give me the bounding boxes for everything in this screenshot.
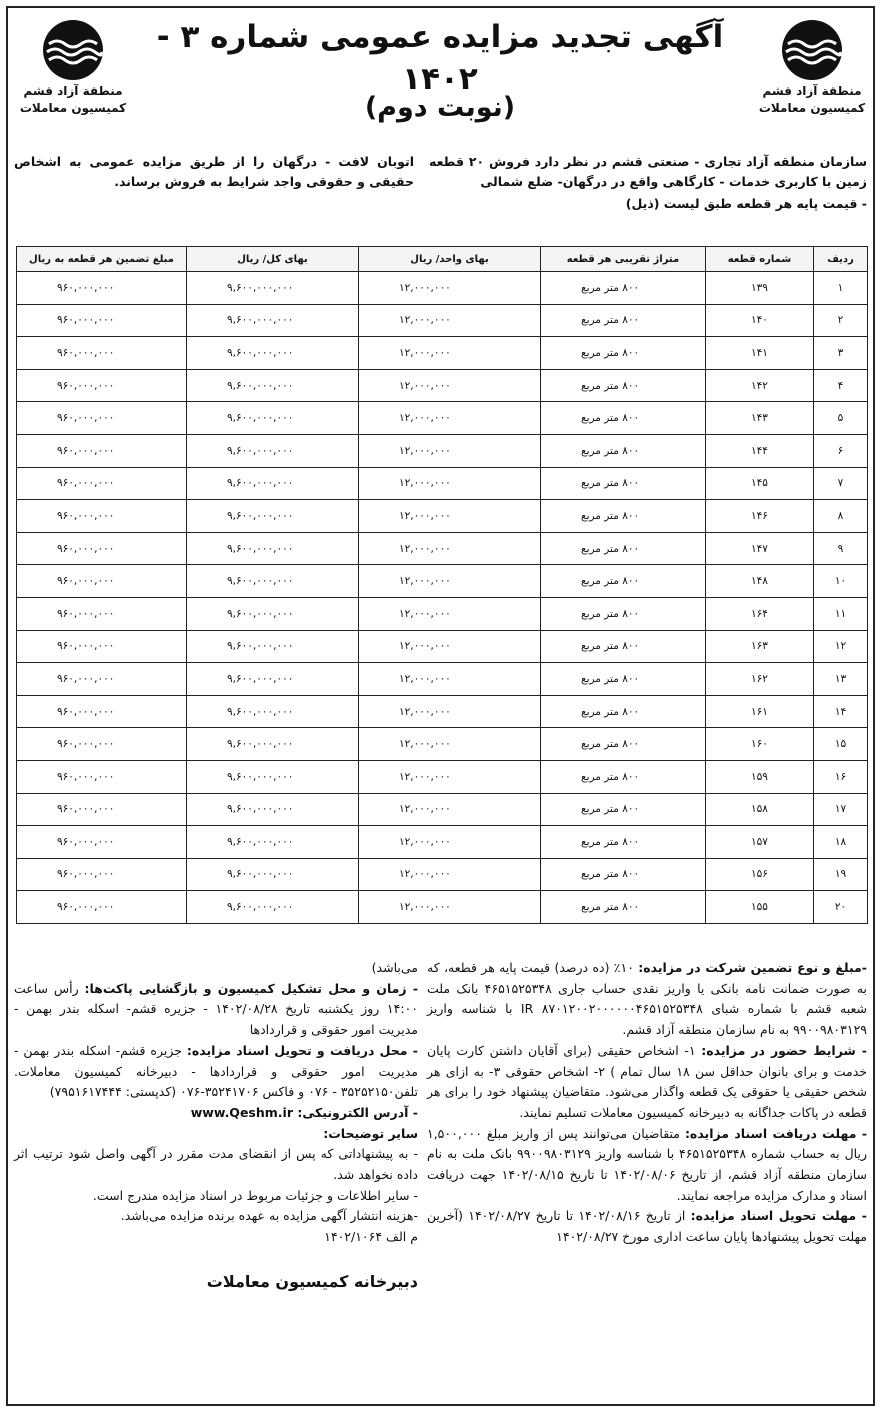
table-row [17, 434, 868, 467]
table-row [17, 532, 868, 565]
logo-name: منطقة آزاد قشم [23, 84, 123, 98]
note-item: - سایر اطلاعات و جزئیات مربوط در اسناد مزایده مندرج است. [92, 1187, 418, 1203]
terms-col-left [14, 958, 418, 1293]
table-cell: ۸۰۰ متر مربع [541, 793, 706, 826]
table-row [17, 630, 868, 663]
qeshm-wave-icon [41, 18, 105, 82]
table-cell: ۱۴۱ [706, 337, 814, 370]
table-cell: ۹۶۰,۰۰۰,۰۰۰ [17, 565, 187, 598]
table-row [17, 597, 868, 630]
table-cell: ۹,۶۰۰,۰۰۰,۰۰۰ [187, 565, 359, 598]
table-cell: ۸ [814, 500, 868, 533]
table-cell: ۸۰۰ متر مربع [541, 337, 706, 370]
column-header: مبلغ تضمین هر قطعه به ریال [17, 247, 187, 272]
table-body [17, 272, 868, 924]
table-cell: ۱۱ [814, 597, 868, 630]
term-label: - زمان و محل تشکیل کمیسیون و بازگشایی پاکت‌ها: [84, 980, 419, 996]
table-cell: ۹,۶۰۰,۰۰۰,۰۰۰ [187, 630, 359, 663]
table-cell: ۱۲,۰۰۰,۰۰۰ [359, 728, 541, 761]
table-cell: ۱۵ [814, 728, 868, 761]
table-cell: ۱۶۳ [706, 630, 814, 663]
table-cell: ۱۲,۰۰۰,۰۰۰ [359, 369, 541, 402]
table-cell: ۱۲,۰۰۰,۰۰۰ [359, 760, 541, 793]
table-cell: ۸۰۰ متر مربع [541, 826, 706, 859]
table-cell: ۱۰ [814, 565, 868, 598]
term-continuation: می‌باشد) [371, 960, 418, 975]
table-cell: ۱۴۵ [706, 467, 814, 500]
table-cell: ۹۶۰,۰۰۰,۰۰۰ [17, 272, 187, 305]
table-cell: ۹۶۰,۰۰۰,۰۰۰ [17, 434, 187, 467]
table-cell: ۱۲,۰۰۰,۰۰۰ [359, 663, 541, 696]
table-cell: ۸۰۰ متر مربع [541, 630, 706, 663]
table-cell: ۹۶۰,۰۰۰,۰۰۰ [17, 891, 187, 924]
intro-section [14, 152, 867, 214]
intro-col-left: اتوبان لافت - درگهان را از طریق مزایده عمومی به اشخاص حقیقی و حقوقی واجد شرایط به فروش برساند. [14, 154, 414, 189]
table-cell: ۹,۶۰۰,۰۰۰,۰۰۰ [187, 793, 359, 826]
table-cell: ۱۲,۰۰۰,۰۰۰ [359, 532, 541, 565]
table-cell: ۱۲,۰۰۰,۰۰۰ [359, 565, 541, 598]
table-cell: ۱۲,۰۰۰,۰۰۰ [359, 500, 541, 533]
table-cell: ۸۰۰ متر مربع [541, 304, 706, 337]
table-cell: ۹۶۰,۰۰۰,۰۰۰ [17, 760, 187, 793]
table-cell: ۹ [814, 532, 868, 565]
table-row [17, 304, 868, 337]
table-cell: ۸۰۰ متر مربع [541, 891, 706, 924]
table-row [17, 467, 868, 500]
table-cell: ۹۶۰,۰۰۰,۰۰۰ [17, 630, 187, 663]
table-header-row [17, 247, 868, 272]
table-cell: ۸۰۰ متر مربع [541, 760, 706, 793]
table-row [17, 663, 868, 696]
table-cell: ۲ [814, 304, 868, 337]
table-cell: ۱۵۵ [706, 891, 814, 924]
logo-name: منطقة آزاد قشم [762, 84, 862, 98]
table-cell: ۱۲,۰۰۰,۰۰۰ [359, 891, 541, 924]
table-cell: ۱۲,۰۰۰,۰۰۰ [359, 597, 541, 630]
page-subtitle: (نوبت دوم) [364, 92, 516, 123]
table-row [17, 402, 868, 435]
column-header: ردیف [814, 247, 868, 272]
table-cell: ۱۴۷ [706, 532, 814, 565]
term-label: - مهلت دریافت اسناد مزایده: [684, 1125, 868, 1141]
table-cell: ۱۲,۰۰۰,۰۰۰ [359, 858, 541, 891]
table-cell: ۹,۶۰۰,۰۰۰,۰۰۰ [187, 532, 359, 565]
table-row [17, 858, 868, 891]
table-cell: ۹,۶۰۰,۰۰۰,۰۰۰ [187, 760, 359, 793]
table-cell: ۸۰۰ متر مربع [541, 369, 706, 402]
table-cell: ۸۰۰ متر مربع [541, 695, 706, 728]
table-cell: ۸۰۰ متر مربع [541, 597, 706, 630]
table-cell: ۱۴۰ [706, 304, 814, 337]
table-cell: ۱۵۹ [706, 760, 814, 793]
website-link[interactable]: www.Qeshm.ir [190, 1104, 298, 1120]
table-cell: ۹۶۰,۰۰۰,۰۰۰ [17, 402, 187, 435]
table-cell: ۸۰۰ متر مربع [541, 728, 706, 761]
table-cell: ۸۰۰ متر مربع [541, 434, 706, 467]
table-cell: ۱۲,۰۰۰,۰۰۰ [359, 826, 541, 859]
table-cell: ۱۲,۰۰۰,۰۰۰ [359, 467, 541, 500]
table-cell: ۱۹ [814, 858, 868, 891]
table-row [17, 695, 868, 728]
table-cell: ۷ [814, 467, 868, 500]
table-cell: ۹۶۰,۰۰۰,۰۰۰ [17, 369, 187, 402]
table-cell: ۱۴۴ [706, 434, 814, 467]
table-cell: ۹,۶۰۰,۰۰۰,۰۰۰ [187, 500, 359, 533]
table-cell: ۹,۶۰۰,۰۰۰,۰۰۰ [187, 597, 359, 630]
table-row [17, 760, 868, 793]
term-text: ۱۰٪ (ده درصد) قیمت پایه هر قطعه، که به صورت ضمانت نامه بانکی یا واریز نقدی حساب جاری ۴۶۵۱۵۲۵۳۴۸ بانک ملت شعبه قشم با شماره شبای IR ۸۷۰۱۲۰۰۲۰۰۰۰۰۰۴۶۵۱۵۲۵۳۴۸ با شناسه واریز ۹۹۰۰۹۸۰۳۱۲۹ به نام سازمان منطقه آزاد قشم. [427, 960, 867, 1038]
table-cell: ۱۲,۰۰۰,۰۰۰ [359, 304, 541, 337]
table-cell: ۱۵۷ [706, 826, 814, 859]
lots-table [16, 246, 868, 924]
org-logo-right [757, 18, 867, 115]
term-website [14, 1103, 418, 1124]
table-cell: ۹,۶۰۰,۰۰۰,۰۰۰ [187, 826, 359, 859]
table-cell: ۸۰۰ متر مربع [541, 858, 706, 891]
column-header: بهای واحد/ ریال [359, 247, 541, 272]
table-cell: ۱۲,۰۰۰,۰۰۰ [359, 272, 541, 305]
table-cell: ۱۶۰ [706, 728, 814, 761]
table-cell: ۹۶۰,۰۰۰,۰۰۰ [17, 663, 187, 696]
note-item: -هزینه انتشار آگهی مزایده به عهده برنده مزایده می‌باشد. [120, 1208, 418, 1224]
table-cell: ۱۲,۰۰۰,۰۰۰ [359, 337, 541, 370]
table-cell: ۳ [814, 337, 868, 370]
table-cell: ۱۴۲ [706, 369, 814, 402]
table-cell: ۱۴۳ [706, 402, 814, 435]
table-cell: ۸۰۰ متر مربع [541, 467, 706, 500]
term-text: رأس ساعت ۱۴:۰۰ روز یکشنبه تاریخ ۱۴۰۲/۰۸/۲۸ - جزیره قشم- اسکله بندر بهمن - مدیریت امور حقوقی و قراردادها [14, 980, 418, 1038]
table-cell: ۱۴۶ [706, 500, 814, 533]
table-cell: ۱۲,۰۰۰,۰۰۰ [359, 695, 541, 728]
table-cell: ۱۶۲ [706, 663, 814, 696]
table-cell: ۱۴ [814, 695, 868, 728]
table-cell: ۹۶۰,۰۰۰,۰۰۰ [17, 695, 187, 728]
signature: دبیرخانه کمیسیون معاملات [206, 1271, 418, 1291]
table-cell: ۱۸ [814, 826, 868, 859]
term-label: -مبلغ و نوع تضمین شرکت در مزایده: [638, 960, 867, 975]
table-cell: ۹,۶۰۰,۰۰۰,۰۰۰ [187, 467, 359, 500]
qeshm-wave-icon [780, 18, 844, 82]
term-label: - آدرس الکترونیکی: [297, 1104, 418, 1120]
table-cell: ۱ [814, 272, 868, 305]
logo-committee: کمیسیون معاملات [758, 101, 866, 115]
table-row [17, 272, 868, 305]
term-location [14, 1041, 418, 1103]
term-opening [14, 979, 418, 1041]
table-cell: ۹۶۰,۰۰۰,۰۰۰ [17, 532, 187, 565]
table-row [17, 826, 868, 859]
table-cell: ۲۰ [814, 891, 868, 924]
table-cell: ۱۲,۰۰۰,۰۰۰ [359, 793, 541, 826]
table-cell: ۱۲,۰۰۰,۰۰۰ [359, 434, 541, 467]
term-label: - شرایط حضور در مزایده: [701, 1042, 867, 1058]
term-text: از تاریخ ۱۴۰۲/۰۸/۱۶ تا تاریخ ۱۴۰۲/۰۸/۲۷ (آخرین مهلت تحویل پیشنهادها پایان ساعت اداری مورخ ۱۴۰۲/۰۸/۲۷ [427, 1208, 867, 1245]
table-cell: ۱۴۸ [706, 565, 814, 598]
table-cell: ۱۲,۰۰۰,۰۰۰ [359, 630, 541, 663]
table-cell: ۹,۶۰۰,۰۰۰,۰۰۰ [187, 337, 359, 370]
column-header: متراژ تقریبی هر قطعه [541, 247, 706, 272]
page-title: آگهی تجدید مزایده عمومی شماره ۳ - ۱۴۰۲ [156, 19, 724, 97]
table-cell: ۸۰۰ متر مربع [541, 532, 706, 565]
table-row [17, 891, 868, 924]
table-cell: ۹,۶۰۰,۰۰۰,۰۰۰ [187, 858, 359, 891]
logo-committee: کمیسیون معاملات [19, 101, 127, 115]
term-label: - محل دریافت و تحویل اسناد مزایده: [186, 1042, 418, 1058]
term-text: ۱- اشخاص حقیقی (برای آقایان داشتن کارت پایان خدمت و برای بانوان حداقل سن ۱۸ سال تمام ) ۲- اشخاص حقوقی ۳- به ازای هر شخص حقیقی یا حقوقی یک قطعه واگذار می‌شود. متقاضیان پیشنهاد خود را برای هر قطعه در پاکات جداگانه به دبیرخانه کمیسیون معاملات تسلیم نمایند. [427, 1042, 868, 1120]
terms-col-right [427, 958, 867, 1248]
table-cell: ۸۰۰ متر مربع [541, 402, 706, 435]
table-cell: ۹۶۰,۰۰۰,۰۰۰ [17, 337, 187, 370]
note-item: - به پیشنهاداتی که پس از انقضای مدت مقرر در آگهی واصل شود ترتیب اثر داده نخواهد شد. [14, 1146, 418, 1183]
table-cell: ۱۷ [814, 793, 868, 826]
notes-list [14, 1144, 418, 1227]
table-cell: ۵ [814, 402, 868, 435]
table-cell: ۹,۶۰۰,۰۰۰,۰۰۰ [187, 402, 359, 435]
table-cell: ۱۲,۰۰۰,۰۰۰ [359, 402, 541, 435]
notes-heading: سایر توضیحات: [323, 1125, 418, 1141]
table-cell: ۴ [814, 369, 868, 402]
table-cell: ۹۶۰,۰۰۰,۰۰۰ [17, 858, 187, 891]
table-cell: ۱۵۸ [706, 793, 814, 826]
table-cell: ۹,۶۰۰,۰۰۰,۰۰۰ [187, 369, 359, 402]
table-cell: ۱۳۹ [706, 272, 814, 305]
table-cell: ۱۲ [814, 630, 868, 663]
table-cell: ۹۶۰,۰۰۰,۰۰۰ [17, 728, 187, 761]
table-cell: ۹۶۰,۰۰۰,۰۰۰ [17, 304, 187, 337]
term-label: - مهلت تحویل اسناد مزایده: [690, 1208, 867, 1224]
term-deposit [427, 958, 867, 1041]
table-cell: ۸۰۰ متر مربع [541, 500, 706, 533]
table-row [17, 728, 868, 761]
intro-price-note: - قیمت پایه هر قطعه طبق لیست (ذیل) [625, 196, 867, 211]
table-cell: ۱۵۶ [706, 858, 814, 891]
table-cell: ۹۶۰,۰۰۰,۰۰۰ [17, 500, 187, 533]
table-cell: ۹,۶۰۰,۰۰۰,۰۰۰ [187, 272, 359, 305]
term-eligibility [427, 1041, 867, 1124]
table-cell: ۱۶ [814, 760, 868, 793]
table-cell: ۹,۶۰۰,۰۰۰,۰۰۰ [187, 304, 359, 337]
table-cell: ۱۶۴ [706, 597, 814, 630]
term-text: متقاضیان می‌توانند پس از واریز مبلغ ۱,۵۰۰,۰۰۰ ریال به حساب شماره ۴۶۵۱۵۲۵۳۴۸ با شناسه واریز ۹۹۰۰۹۸۰۳۱۲۹ بانک ملت به نام سازمان منطقه آزاد قشم، از تاریخ ۱۴۰۲/۰۸/۰۶ تا تاریخ ۱۴۰۲/۰۸/۱۵ جهت دریافت اسناد و مدارک مزایده مراجعه نمایند. [427, 1125, 867, 1203]
table-cell: ۹,۶۰۰,۰۰۰,۰۰۰ [187, 728, 359, 761]
column-header: شماره قطعه [706, 247, 814, 272]
table-cell: ۸۰۰ متر مربع [541, 272, 706, 305]
term-doc-receipt [427, 1124, 867, 1207]
table-cell: ۱۶۱ [706, 695, 814, 728]
table-cell: ۹۶۰,۰۰۰,۰۰۰ [17, 597, 187, 630]
table-cell: ۸۰۰ متر مربع [541, 565, 706, 598]
table-cell: ۶ [814, 434, 868, 467]
table-row [17, 369, 868, 402]
table-cell: ۹۶۰,۰۰۰,۰۰۰ [17, 467, 187, 500]
term-doc-delivery [427, 1206, 867, 1247]
table-cell: ۹,۶۰۰,۰۰۰,۰۰۰ [187, 663, 359, 696]
column-header: بهای کل/ ریال [187, 247, 359, 272]
table-row [17, 337, 868, 370]
intro-text: سازمان منطقه آزاد تجاری - صنعتی قشم در نظر دارد فروش ۲۰ قطعه زمین با کاربری خدمات - کارگاهی واقع در درگهان- ضلع شمالی [429, 154, 868, 189]
table-row [17, 565, 868, 598]
org-logo-left [18, 18, 128, 115]
table-cell: ۹۶۰,۰۰۰,۰۰۰ [17, 826, 187, 859]
table-cell: ۱۳ [814, 663, 868, 696]
table-cell: ۹۶۰,۰۰۰,۰۰۰ [17, 793, 187, 826]
intro-col-right [429, 152, 867, 214]
table-row [17, 793, 868, 826]
table-cell: ۹,۶۰۰,۰۰۰,۰۰۰ [187, 891, 359, 924]
table-row [17, 500, 868, 533]
table-cell: ۸۰۰ متر مربع [541, 663, 706, 696]
table-cell: ۹,۶۰۰,۰۰۰,۰۰۰ [187, 434, 359, 467]
term-text: جزیره قشم- اسکله بندر بهمن - مدیریت امور حقوقی و قراردادها - دبیرخانه کمیسیون معاملات. تلفن۳۵۲۵۲۱۵۰ - ۰۷۶ و فاکس ۳۵۲۴۱۷۰۶-۰۷۶ (کدپستی: ۷۹۵۱۶۱۷۴۴۴) [14, 1042, 418, 1100]
table-cell: ۹,۶۰۰,۰۰۰,۰۰۰ [187, 695, 359, 728]
ad-code: م الف ۱۴۰۲/۱۰۶۴ [324, 1229, 418, 1245]
